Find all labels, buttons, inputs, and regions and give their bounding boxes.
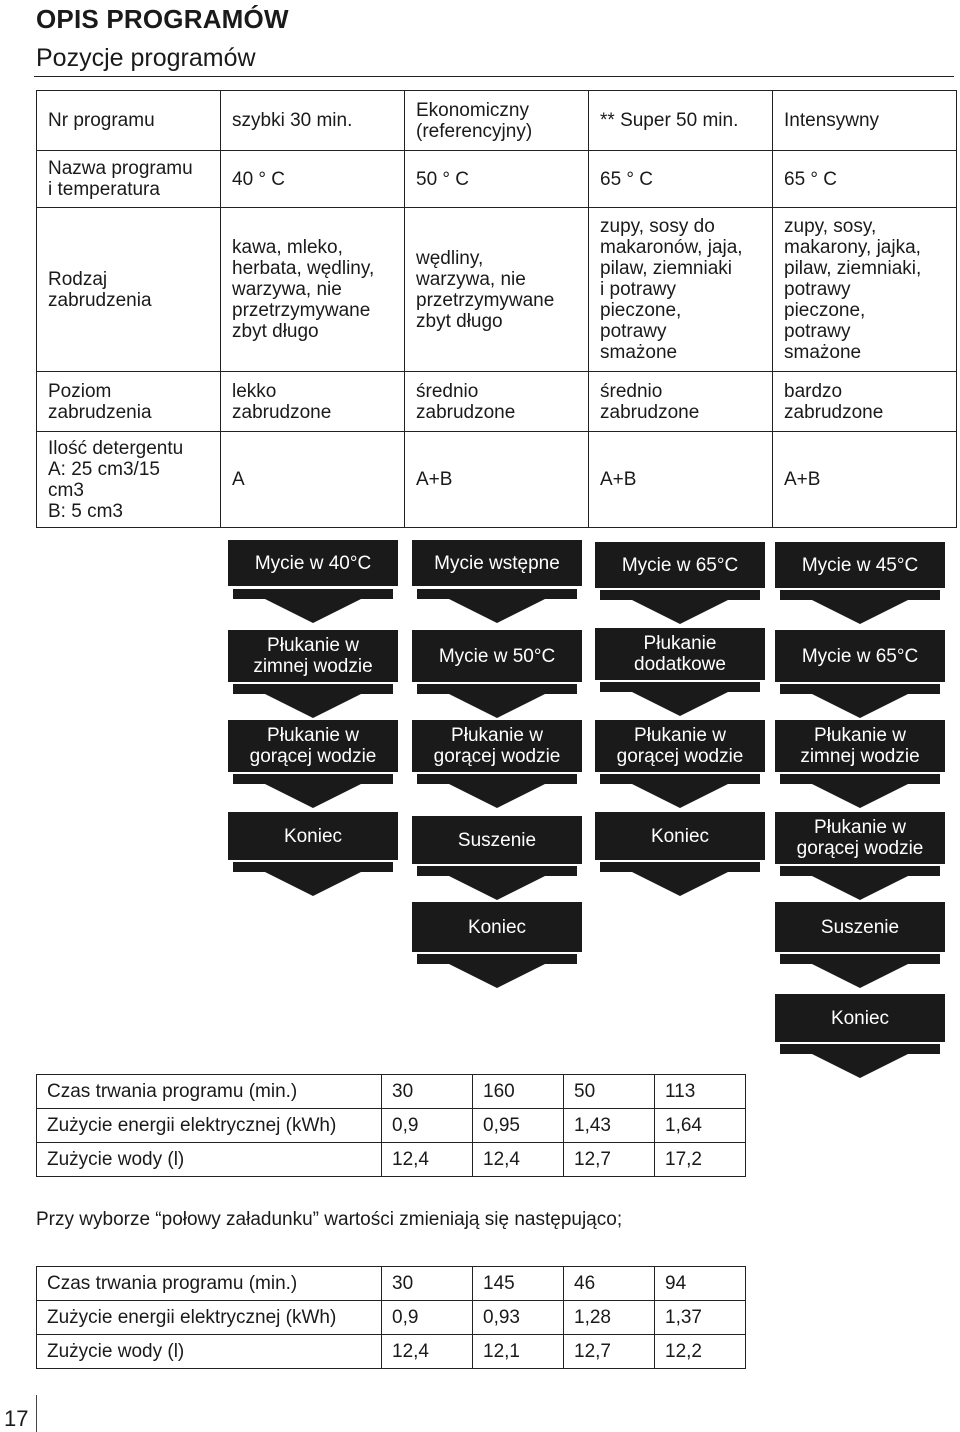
flow-step-box: Koniec — [412, 902, 582, 952]
table-cell: 1,37 — [655, 1301, 746, 1335]
table-cell: 12,2 — [655, 1335, 746, 1369]
flow-step-box: Mycie w 65°C — [595, 542, 765, 588]
row-label: Zużycie wody (l) — [37, 1143, 382, 1177]
table-row — [37, 151, 957, 208]
flow-arrow-icon — [600, 682, 760, 716]
table-row — [37, 91, 957, 151]
table-cell: średnio zabrudzone — [405, 372, 589, 432]
table-row — [37, 1267, 746, 1301]
table-cell: 113 — [655, 1075, 746, 1109]
table-cell: 12,7 — [564, 1335, 655, 1369]
table-cell: lekko zabrudzone — [221, 372, 405, 432]
table-row — [37, 372, 957, 432]
table-cell: 50 ° C — [405, 151, 589, 208]
flow-step-box: Mycie w 65°C — [775, 630, 945, 682]
table-cell: 0,9 — [382, 1109, 473, 1143]
flow-step-box: Płukanie w gorącej wodzie — [775, 812, 945, 864]
flow-arrow-icon — [233, 862, 393, 896]
table-cell: kawa, mleko, herbata, wędliny, warzywa, nie przetrzymywane zbyt długo — [221, 208, 405, 372]
results-full-load-table — [36, 1074, 746, 1177]
results-half-load-table — [36, 1266, 746, 1369]
row-label: Czas trwania programu (min.) — [37, 1267, 382, 1301]
table-row — [37, 1143, 746, 1177]
flow-arrow-icon — [417, 684, 577, 718]
table-row — [37, 1335, 746, 1369]
table-cell: 30 — [382, 1075, 473, 1109]
table-row — [37, 432, 957, 528]
table-cell: 94 — [655, 1267, 746, 1301]
flow-step-box: Koniec — [775, 994, 945, 1042]
table-row — [37, 1109, 746, 1143]
flow-arrow-icon — [780, 1044, 940, 1078]
table-cell: 30 — [382, 1267, 473, 1301]
table-cell: 50 — [564, 1075, 655, 1109]
row-label: Czas trwania programu (min.) — [37, 1075, 382, 1109]
flow-arrow-icon — [780, 774, 940, 808]
table-cell: 160 — [473, 1075, 564, 1109]
table-cell: 12,4 — [382, 1335, 473, 1369]
row-label: Rodzaj zabrudzenia — [37, 208, 221, 372]
table-cell: 65 ° C — [589, 151, 773, 208]
table-cell: 12,4 — [473, 1143, 564, 1177]
table-cell: 65 ° C — [773, 151, 957, 208]
flow-arrow-icon — [600, 862, 760, 896]
table-cell: Intensywny — [773, 91, 957, 151]
flow-step-box: Suszenie — [775, 902, 945, 952]
flow-arrow-icon — [417, 866, 577, 900]
table-cell: bardzo zabrudzone — [773, 372, 957, 432]
row-label: Nr programu — [37, 91, 221, 151]
table-cell: ** Super 50 min. — [589, 91, 773, 151]
table-cell: 0,93 — [473, 1301, 564, 1335]
flow-arrow-icon — [233, 774, 393, 808]
flow-arrow-icon — [780, 866, 940, 900]
flow-step-box: Płukanie w zimnej wodzie — [775, 720, 945, 772]
table-cell: średnio zabrudzone — [589, 372, 773, 432]
table-cell: A+B — [405, 432, 589, 528]
half-load-note: Przy wyborze “połowy załadunku” wartości zmieniają się następująco; — [36, 1209, 623, 1230]
table-row — [37, 208, 957, 372]
table-cell: wędliny, warzywa, nie przetrzymywane zbyt długo — [405, 208, 589, 372]
table-cell: 1,28 — [564, 1301, 655, 1335]
table-cell: Ekonomiczny (referencyjny) — [405, 91, 589, 151]
flow-step-box: Płukanie w gorącej wodzie — [412, 720, 582, 772]
table-cell: zupy, sosy, makarony, jajka, pilaw, ziemniaki, potrawy pieczone, potrawy smażone — [773, 208, 957, 372]
table-cell: 12,4 — [382, 1143, 473, 1177]
page-margin-line — [36, 1395, 37, 1432]
row-label: Poziom zabrudzenia — [37, 372, 221, 432]
table-cell: szybki 30 min. — [221, 91, 405, 151]
page-number: 17 — [4, 1406, 29, 1431]
flow-arrow-icon — [233, 684, 393, 718]
table-cell: 40 ° C — [221, 151, 405, 208]
table-cell: 1,64 — [655, 1109, 746, 1143]
flow-step-box: Mycie wstępne — [412, 540, 582, 586]
programs-table — [36, 90, 957, 528]
flow-arrow-icon — [417, 589, 577, 623]
table-cell: A+B — [589, 432, 773, 528]
table-cell: 12,7 — [564, 1143, 655, 1177]
table-cell: zupy, sosy do makaronów, jaja, pilaw, ziemniaki i potrawy pieczone, potrawy smażone — [589, 208, 773, 372]
flow-step-box: Płukanie w gorącej wodzie — [228, 720, 398, 772]
flow-step-box: Mycie w 50°C — [412, 630, 582, 682]
flow-arrow-icon — [417, 774, 577, 808]
flow-step-box: Mycie w 40°C — [228, 540, 398, 586]
row-label: Nazwa programu i temperatura — [37, 151, 221, 208]
table-cell: 0,95 — [473, 1109, 564, 1143]
flow-step-box: Płukanie w gorącej wodzie — [595, 720, 765, 772]
table-cell: 1,43 — [564, 1109, 655, 1143]
row-label: Ilość detergentu A: 25 cm3/15 cm3 B: 5 cm3 — [37, 432, 221, 528]
flow-arrow-icon — [780, 684, 940, 718]
flow-arrow-icon — [417, 954, 577, 988]
flow-step-box: Koniec — [595, 812, 765, 860]
table-cell: 0,9 — [382, 1301, 473, 1335]
row-label: Zużycie energii elektrycznej (kWh) — [37, 1301, 382, 1335]
row-label: Zużycie energii elektrycznej (kWh) — [37, 1109, 382, 1143]
table-cell: A+B — [773, 432, 957, 528]
flow-arrow-icon — [780, 954, 940, 988]
flow-step-box: Płukanie w zimnej wodzie — [228, 630, 398, 682]
table-cell: 145 — [473, 1267, 564, 1301]
title-divider — [34, 76, 954, 77]
table-row — [37, 1075, 746, 1109]
flow-step-box: Suszenie — [412, 816, 582, 864]
flow-step-box: Mycie w 45°C — [775, 542, 945, 588]
flow-arrow-icon — [780, 590, 940, 624]
flow-step-box: Koniec — [228, 812, 398, 860]
flow-arrow-icon — [600, 774, 760, 808]
table-row — [37, 1301, 746, 1335]
page-title: OPIS PROGRAMÓW — [36, 4, 289, 34]
flow-arrow-icon — [600, 590, 760, 624]
table-cell: 17,2 — [655, 1143, 746, 1177]
table-cell: 12,1 — [473, 1335, 564, 1369]
flow-arrow-icon — [233, 589, 393, 623]
table-cell: 46 — [564, 1267, 655, 1301]
flow-step-box: Płukanie dodatkowe — [595, 628, 765, 680]
row-label: Zużycie wody (l) — [37, 1335, 382, 1369]
section-subtitle: Pozycje programów — [36, 44, 256, 72]
table-cell: A — [221, 432, 405, 528]
